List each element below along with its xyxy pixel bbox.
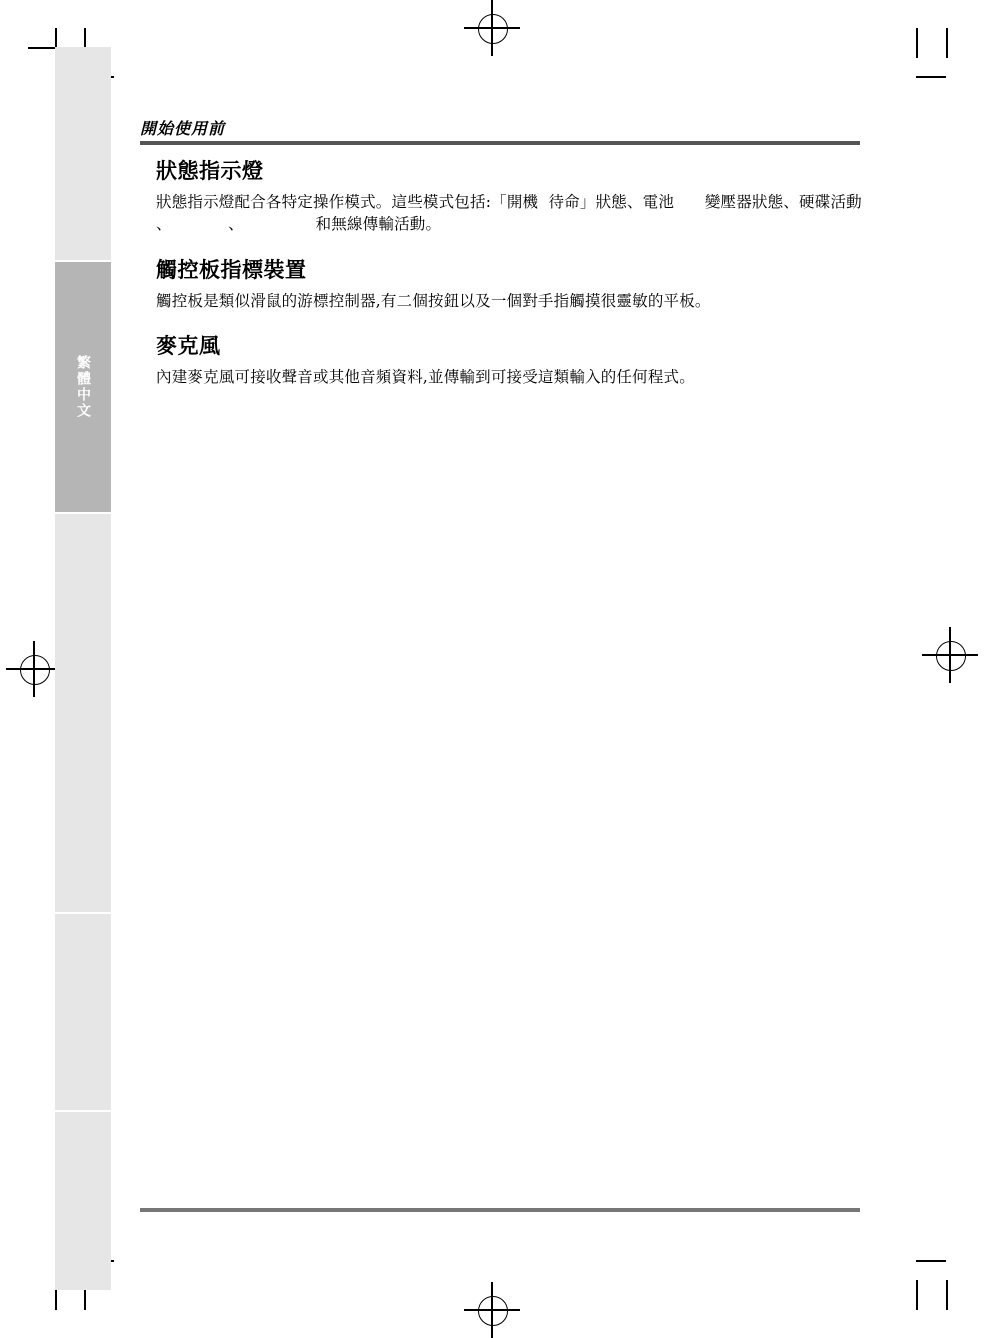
section-body-microphone: 內建麥克風可接收聲音或其他音頻資料,並傳輸到可接受這類輸入的任何程式。 — [156, 368, 695, 387]
page-content — [140, 155, 919, 393]
header-divider — [140, 141, 860, 145]
spacer-1 — [140, 240, 864, 254]
footer-divider — [140, 1208, 860, 1212]
section-tab-label: 繁體中文 — [75, 355, 91, 419]
section-heading-status-indicators: 狀態指示燈 — [156, 159, 264, 183]
page-running-header: 開始使用前 — [140, 119, 226, 138]
section-body-touchpad: 觸控板是類似滑鼠的游標控制器,有二個按鈕以及一個對手指觸摸很靈敏的平板。 — [156, 291, 711, 310]
section-body-status-indicators: 狀態指示燈配合各特定操作模式。這些模式包括:「開機 待命」狀態、電池 變壓器狀態、硬碟活動 、 、 和無線傳輸活動。 — [156, 193, 919, 234]
section-heading-microphone: 麥克風 — [156, 334, 221, 359]
spacer-2 — [140, 316, 864, 330]
section-heading-touchpad: 觸控板指標裝置 — [156, 257, 307, 282]
